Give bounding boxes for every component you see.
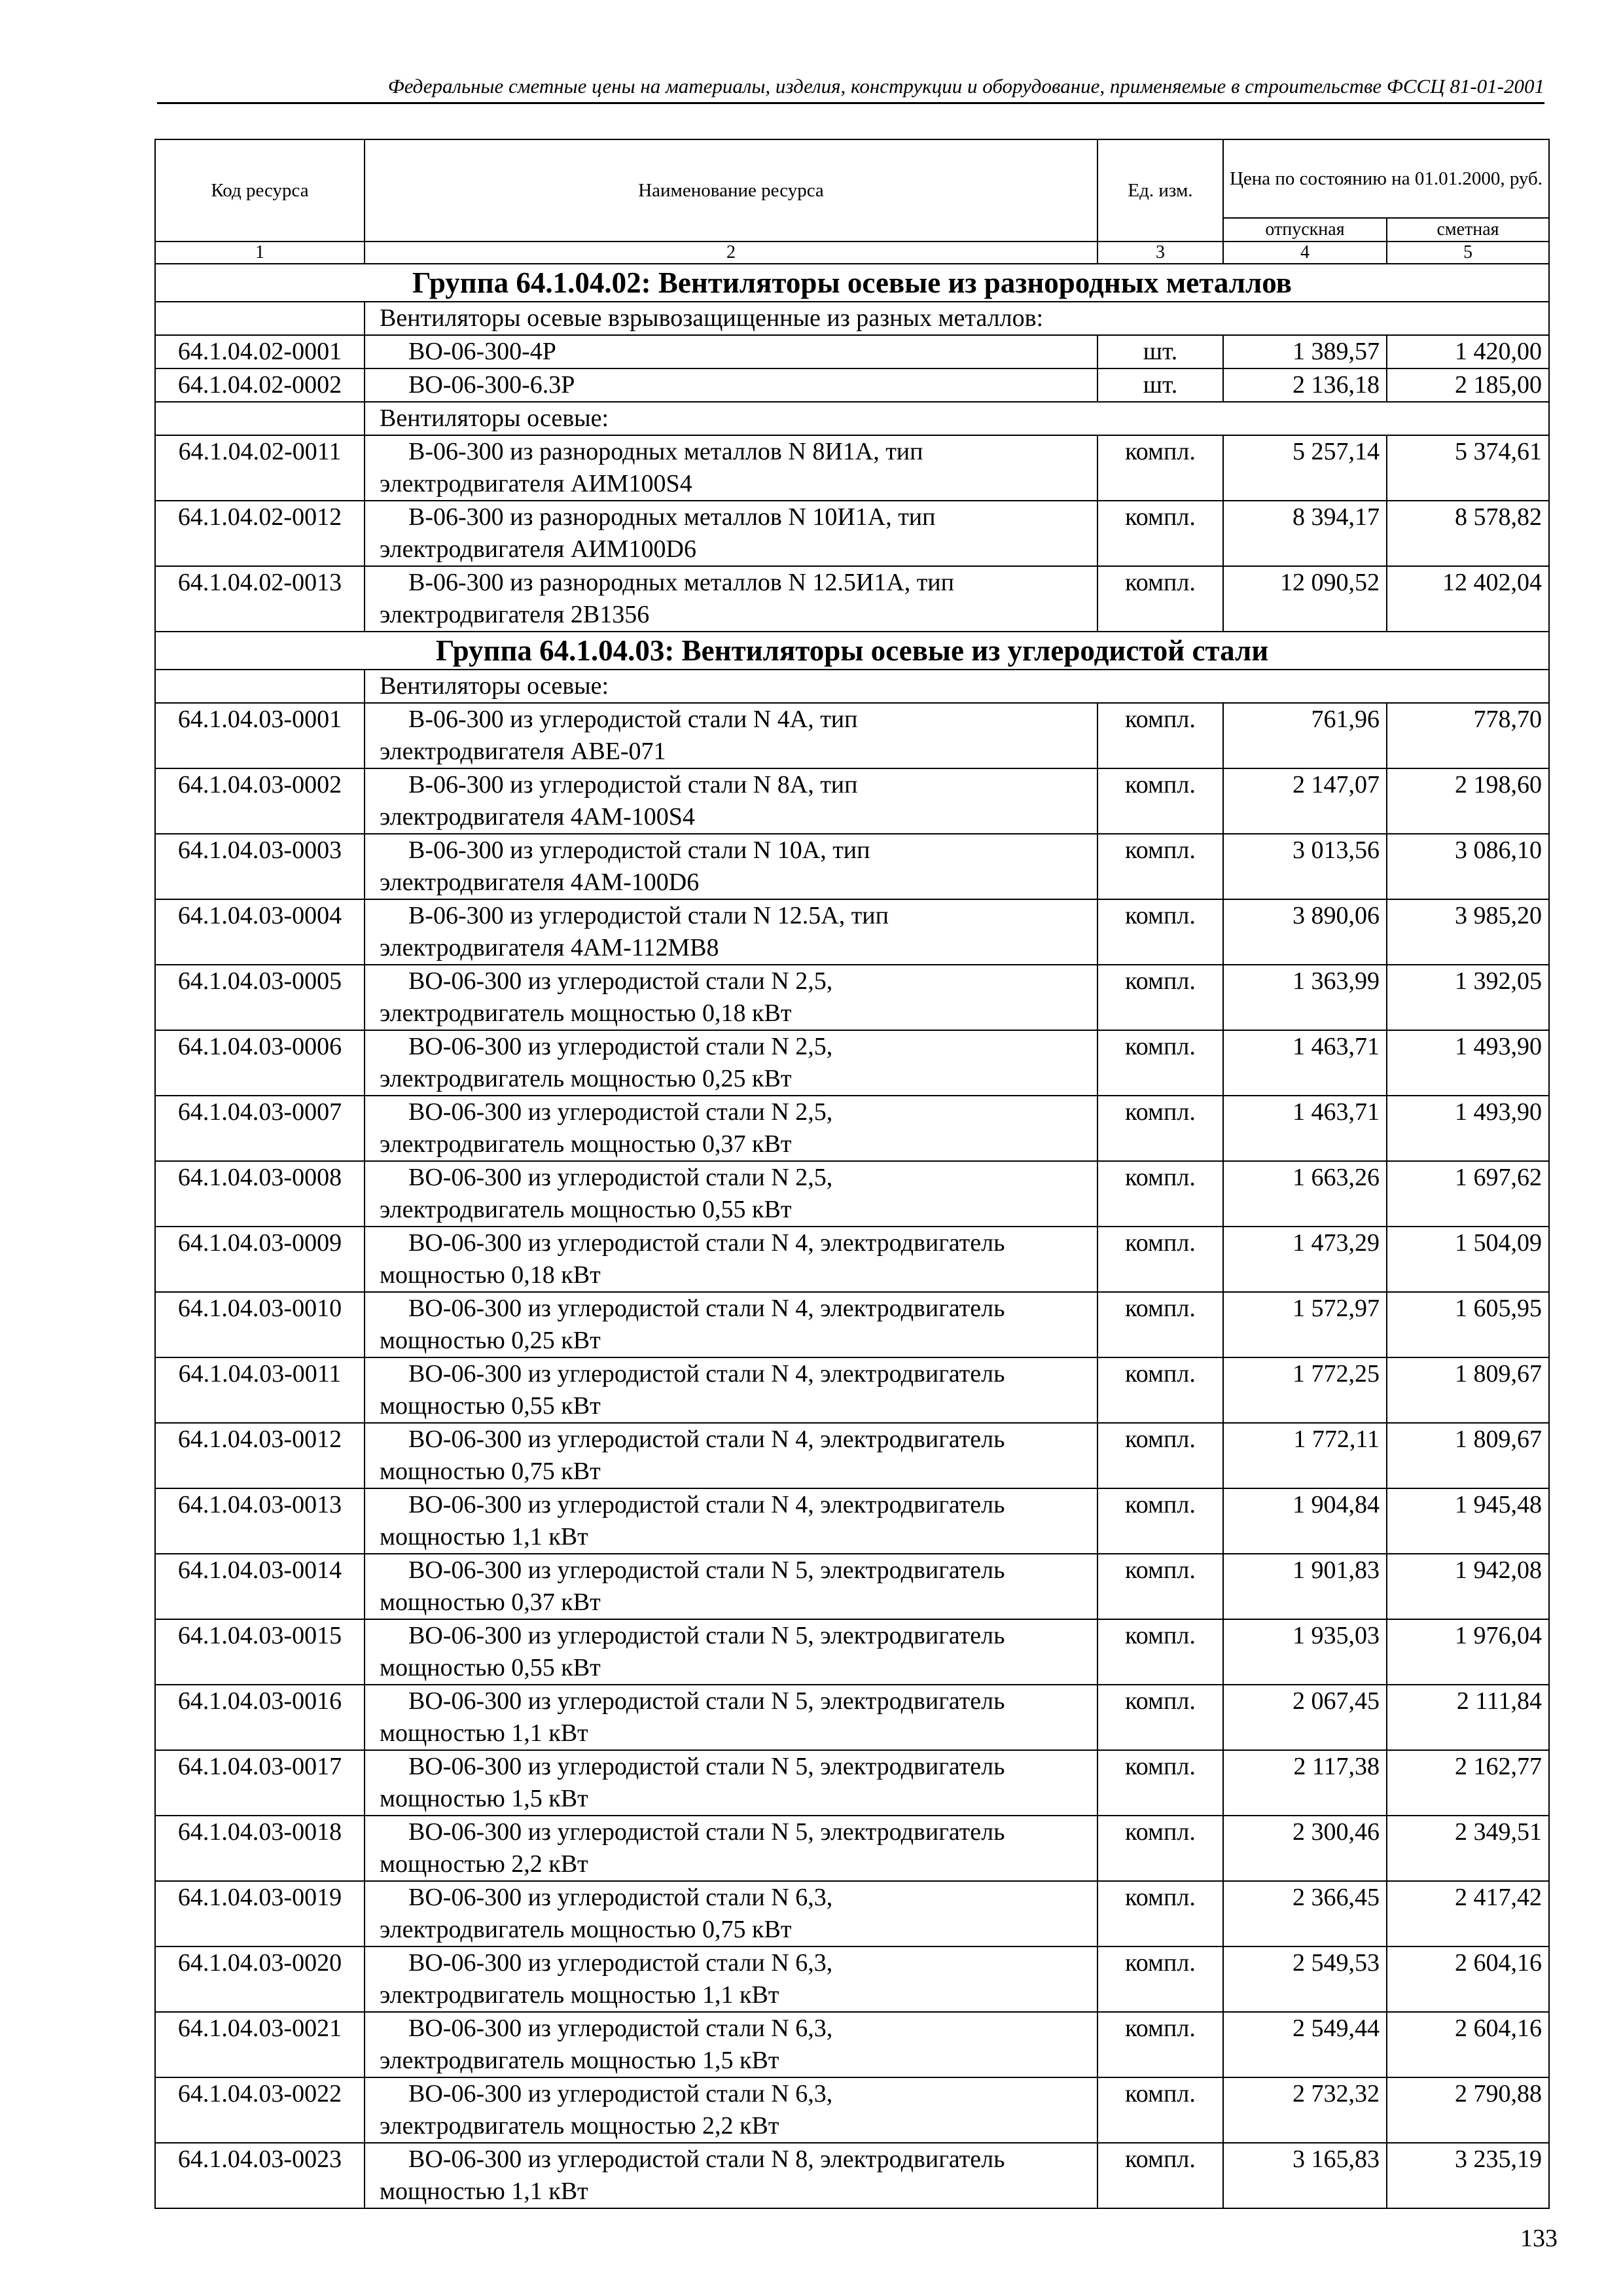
resource-name xyxy=(365,1357,1097,1423)
resource-name-line2: мощностью 0,37 кВт xyxy=(380,1588,601,1616)
resource-code: 64.1.04.03-0019 xyxy=(155,1881,365,1946)
resource-name-line2: мощностью 0,25 кВт xyxy=(380,1327,601,1354)
resource-name xyxy=(365,1423,1097,1488)
resource-name-line1: В-06-300 из разнородных металлов N 12.5И1А, тип xyxy=(408,569,954,596)
resource-name-line2: электродвигатель мощностью 0,55 кВт xyxy=(380,1196,792,1223)
table-row xyxy=(155,899,1549,965)
table-row xyxy=(155,965,1549,1030)
table-row xyxy=(155,834,1549,899)
resource-name xyxy=(365,1096,1097,1161)
resource-name-line1: ВО-06-300 из углеродистой стали N 8, электродвигатель xyxy=(408,2145,1005,2173)
resource-code: 64.1.04.02-0002 xyxy=(155,368,365,402)
unit: компл. xyxy=(1097,703,1223,768)
resource-name-line2: электродвигатель мощностью 0,18 кВт xyxy=(380,999,792,1027)
resource-code: 64.1.04.03-0007 xyxy=(155,1096,365,1161)
resource-name xyxy=(365,2143,1097,2208)
resource-code: 64.1.04.03-0008 xyxy=(155,1161,365,1227)
table-body xyxy=(155,264,1549,2208)
release-price: 1 935,03 xyxy=(1223,1619,1387,1685)
unit: компл. xyxy=(1097,1619,1223,1685)
unit: компл. xyxy=(1097,1946,1223,2012)
release-price: 5 257,14 xyxy=(1223,435,1387,501)
resource-name-line2: электродвигателя 2В1356 xyxy=(380,601,650,628)
release-price: 12 090,52 xyxy=(1223,566,1387,632)
resource-name-line1: ВО-06-300 из углеродистой стали N 4, электродвигатель xyxy=(408,1426,1005,1453)
release-price: 2 366,45 xyxy=(1223,1881,1387,1946)
release-price: 2 067,45 xyxy=(1223,1685,1387,1750)
group-row xyxy=(155,632,1549,670)
resource-name xyxy=(365,1946,1097,2012)
resource-code: 64.1.04.03-0013 xyxy=(155,1488,365,1554)
table-row xyxy=(155,566,1549,632)
estimate-price: 1 392,05 xyxy=(1387,965,1549,1030)
unit: компл. xyxy=(1097,1685,1223,1750)
unit: компл. xyxy=(1097,768,1223,834)
subgroup-title: Вентиляторы осевые взрывозащищенные из разных металлов: xyxy=(365,302,1549,335)
subgroup-row xyxy=(155,302,1549,335)
estimate-price: 1 493,90 xyxy=(1387,1030,1549,1096)
unit: компл. xyxy=(1097,1227,1223,1292)
resource-code: 64.1.04.03-0021 xyxy=(155,2012,365,2077)
resource-name xyxy=(365,1750,1097,1816)
resource-name-line2: электродвигателя 4АМ-100D6 xyxy=(380,869,700,896)
resource-name-line2: электродвигатель мощностью 1,1 кВт xyxy=(380,1981,779,2009)
release-price: 1 473,29 xyxy=(1223,1227,1387,1292)
estimate-price: 3 985,20 xyxy=(1387,899,1549,965)
col-name-header: Наименование ресурса xyxy=(365,139,1097,242)
release-price: 2 549,53 xyxy=(1223,1946,1387,2012)
resource-code: 64.1.04.03-0005 xyxy=(155,965,365,1030)
page-header: Федеральные сметные цены на материалы, изделия, конструкции и оборудование, применяемые в строительстве ФССЦ 81-01-2001 xyxy=(157,72,1544,104)
estimate-price: 1 942,08 xyxy=(1387,1554,1549,1619)
resource-name-line1: ВО-06-300 из углеродистой стали N 5, электродвигатель xyxy=(408,1687,1005,1715)
unit: компл. xyxy=(1097,1292,1223,1357)
unit: шт. xyxy=(1097,335,1223,368)
table-row xyxy=(155,1161,1549,1227)
release-price: 3 165,83 xyxy=(1223,2143,1387,2208)
resource-code: 64.1.04.02-0013 xyxy=(155,566,365,632)
table-row xyxy=(155,501,1549,566)
resource-name-line2: мощностью 0,55 кВт xyxy=(380,1654,601,1681)
estimate-price: 1 605,95 xyxy=(1387,1292,1549,1357)
table-row xyxy=(155,1357,1549,1423)
resource-code: 64.1.04.03-0011 xyxy=(155,1357,365,1423)
resource-name-line2: электродвигателя АИМ100S4 xyxy=(380,470,692,497)
resource-name-line2: электродвигателя 4АМ-100S4 xyxy=(380,803,695,831)
estimate-price: 12 402,04 xyxy=(1387,566,1549,632)
table-row xyxy=(155,768,1549,834)
unit: компл. xyxy=(1097,1357,1223,1423)
table-row xyxy=(155,1881,1549,1946)
estimate-price: 2 604,16 xyxy=(1387,2012,1549,2077)
resource-name xyxy=(365,1030,1097,1096)
resource-name-line2: мощностью 1,1 кВт xyxy=(380,2178,588,2205)
resource-name-line1: ВО-06-300 из углеродистой стали N 5, электродвигатель xyxy=(408,1622,1005,1649)
resource-name-line1: В-06-300 из углеродистой стали N 4А, тип xyxy=(408,706,858,733)
release-price: 2 117,38 xyxy=(1223,1750,1387,1816)
resource-name-line1: ВО-06-300 из углеродистой стали N 4, электродвигатель xyxy=(408,1295,1005,1322)
table-row xyxy=(155,368,1549,402)
estimate-price: 1 809,67 xyxy=(1387,1357,1549,1423)
resource-name-line1: ВО-06-300 из углеродистой стали N 2,5, xyxy=(408,967,833,995)
resource-name xyxy=(365,501,1097,566)
estimate-price: 2 790,88 xyxy=(1387,2077,1549,2143)
table-row xyxy=(155,1619,1549,1685)
resource-name xyxy=(365,566,1097,632)
resource-name xyxy=(365,1619,1097,1685)
resource-code: 64.1.04.03-0002 xyxy=(155,768,365,834)
resource-name xyxy=(365,768,1097,834)
release-price: 761,96 xyxy=(1223,703,1387,768)
table-row xyxy=(155,1030,1549,1096)
resource-name-line1: В-06-300 из углеродистой стали N 8А, тип xyxy=(408,771,858,798)
unit: компл. xyxy=(1097,834,1223,899)
subgroup-row xyxy=(155,670,1549,703)
resource-name xyxy=(365,1881,1097,1946)
resource-code: 64.1.04.02-0012 xyxy=(155,501,365,566)
estimate-price: 2 111,84 xyxy=(1387,1685,1549,1750)
unit: компл. xyxy=(1097,1881,1223,1946)
table-row xyxy=(155,335,1549,368)
col-price-header: Цена по состоянию на 01.01.2000, руб. xyxy=(1223,139,1549,218)
resource-name-line1: ВО-06-300 из углеродистой стали N 2,5, xyxy=(408,1098,833,1126)
col-number: 4 xyxy=(1223,242,1387,264)
estimate-price: 2 604,16 xyxy=(1387,1946,1549,2012)
resource-code: 64.1.04.03-0003 xyxy=(155,834,365,899)
release-price: 1 901,83 xyxy=(1223,1554,1387,1619)
release-price: 1 572,97 xyxy=(1223,1292,1387,1357)
unit: шт. xyxy=(1097,368,1223,402)
resource-code: 64.1.04.02-0001 xyxy=(155,335,365,368)
page-number: 133 xyxy=(1520,2225,1558,2252)
resource-code: 64.1.04.02-0011 xyxy=(155,435,365,501)
unit: компл. xyxy=(1097,501,1223,566)
resource-code: 64.1.04.03-0009 xyxy=(155,1227,365,1292)
unit: компл. xyxy=(1097,435,1223,501)
resource-name-line1: ВО-06-300-6.3Р xyxy=(408,371,575,399)
table-row xyxy=(155,1816,1549,1881)
resource-name-line2: мощностью 2,2 кВт xyxy=(380,1850,588,1878)
resource-name-line1: В-06-300 из разнородных металлов N 10И1А, тип xyxy=(408,503,936,531)
release-price: 8 394,17 xyxy=(1223,501,1387,566)
resource-name-line2: мощностью 0,55 кВт xyxy=(380,1392,601,1420)
resource-name-line1: В-06-300 из углеродистой стали N 12.5А, тип xyxy=(408,902,889,929)
release-price: 2 732,32 xyxy=(1223,2077,1387,2143)
unit: компл. xyxy=(1097,1488,1223,1554)
unit: компл. xyxy=(1097,899,1223,965)
resource-name-line1: ВО-06-300 из углеродистой стали N 4, электродвигатель xyxy=(408,1229,1005,1257)
resource-name-line1: ВО-06-300 из углеродистой стали N 6,3, xyxy=(408,2080,833,2108)
estimate-price: 2 162,77 xyxy=(1387,1750,1549,1816)
col-release-header: отпускная xyxy=(1223,218,1387,242)
col-number: 2 xyxy=(365,242,1097,264)
resource-name xyxy=(365,1227,1097,1292)
resource-name xyxy=(365,965,1097,1030)
table-row xyxy=(155,1685,1549,1750)
table-row xyxy=(155,2143,1549,2208)
table-row xyxy=(155,1423,1549,1488)
resource-name-line1: ВО-06-300 из углеродистой стали N 5, электродвигатель xyxy=(408,1556,1005,1584)
resource-name-line2: электродвигателя АВЕ-071 xyxy=(380,738,666,765)
table-row xyxy=(155,1227,1549,1292)
col-number: 5 xyxy=(1387,242,1549,264)
table-row xyxy=(155,1946,1549,2012)
resource-name-line1: ВО-06-300 из углеродистой стали N 6,3, xyxy=(408,2015,833,2042)
table-row xyxy=(155,1292,1549,1357)
resource-name xyxy=(365,368,1097,402)
estimate-price: 1 420,00 xyxy=(1387,335,1549,368)
subgroup-code-cell xyxy=(155,302,365,335)
resource-code: 64.1.04.03-0015 xyxy=(155,1619,365,1685)
unit: компл. xyxy=(1097,2143,1223,2208)
resource-code: 64.1.04.03-0018 xyxy=(155,1816,365,1881)
table-row xyxy=(155,1554,1549,1619)
estimate-price: 778,70 xyxy=(1387,703,1549,768)
col-estimate-header: сметная xyxy=(1387,218,1549,242)
resource-code: 64.1.04.03-0004 xyxy=(155,899,365,965)
release-price: 2 136,18 xyxy=(1223,368,1387,402)
table-row xyxy=(155,1488,1549,1554)
resource-code: 64.1.04.03-0014 xyxy=(155,1554,365,1619)
release-price: 1 772,11 xyxy=(1223,1423,1387,1488)
release-price: 1 363,99 xyxy=(1223,965,1387,1030)
table-row xyxy=(155,1096,1549,1161)
unit: компл. xyxy=(1097,566,1223,632)
resource-name-line2: электродвигатель мощностью 1,5 кВт xyxy=(380,2047,779,2074)
column-number-row xyxy=(155,242,1549,264)
header-row xyxy=(155,139,1549,218)
table-row xyxy=(155,703,1549,768)
resource-name xyxy=(365,834,1097,899)
table-row xyxy=(155,435,1549,501)
resource-name-line2: мощностью 0,18 кВт xyxy=(380,1261,601,1289)
resource-code: 64.1.04.03-0017 xyxy=(155,1750,365,1816)
resource-name-line2: электродвигателя 4АМ-112МВ8 xyxy=(380,934,719,961)
resource-code: 64.1.04.03-0012 xyxy=(155,1423,365,1488)
group-row xyxy=(155,264,1549,302)
resource-name xyxy=(365,703,1097,768)
release-price: 1 463,71 xyxy=(1223,1096,1387,1161)
resource-name-line1: ВО-06-300 из углеродистой стали N 6,3, xyxy=(408,1949,833,1977)
estimate-price: 1 504,09 xyxy=(1387,1227,1549,1292)
resource-name-line2: электродвигатель мощностью 2,2 кВт xyxy=(380,2112,779,2140)
release-price: 1 663,26 xyxy=(1223,1161,1387,1227)
estimate-price: 2 185,00 xyxy=(1387,368,1549,402)
resource-code: 64.1.04.03-0022 xyxy=(155,2077,365,2143)
estimate-price: 2 349,51 xyxy=(1387,1816,1549,1881)
estimate-price: 1 493,90 xyxy=(1387,1096,1549,1161)
resource-name-line1: В-06-300 из разнородных металлов N 8И1А, тип xyxy=(408,438,923,465)
estimate-price: 3 235,19 xyxy=(1387,2143,1549,2208)
subgroup-title: Вентиляторы осевые: xyxy=(365,670,1549,703)
subgroup-code-cell xyxy=(155,402,365,435)
resource-name xyxy=(365,899,1097,965)
resource-name xyxy=(365,1161,1097,1227)
unit: компл. xyxy=(1097,1030,1223,1096)
estimate-price: 3 086,10 xyxy=(1387,834,1549,899)
resource-name-line2: мощностью 0,75 кВт xyxy=(380,1458,601,1485)
resource-name xyxy=(365,1292,1097,1357)
resource-name-line1: ВО-06-300-4Р xyxy=(408,338,556,365)
release-price: 2 300,46 xyxy=(1223,1816,1387,1881)
unit: компл. xyxy=(1097,1161,1223,1227)
release-price: 1 463,71 xyxy=(1223,1030,1387,1096)
table-head xyxy=(155,139,1549,264)
resource-name xyxy=(365,435,1097,501)
resource-code: 64.1.04.03-0010 xyxy=(155,1292,365,1357)
resource-name xyxy=(365,1685,1097,1750)
col-number: 3 xyxy=(1097,242,1223,264)
table-row xyxy=(155,2077,1549,2143)
resource-name-line1: ВО-06-300 из углеродистой стали N 4, электродвигатель xyxy=(408,1360,1005,1388)
resource-name-line2: мощностью 1,1 кВт xyxy=(380,1523,588,1551)
unit: компл. xyxy=(1097,2077,1223,2143)
unit: компл. xyxy=(1097,965,1223,1030)
col-code-header: Код ресурса xyxy=(155,139,365,242)
col-unit-header: Ед. изм. xyxy=(1097,139,1223,242)
estimate-price: 2 417,42 xyxy=(1387,1881,1549,1946)
resource-name-line1: ВО-06-300 из углеродистой стали N 6,3, xyxy=(408,1884,833,1911)
estimate-price: 1 945,48 xyxy=(1387,1488,1549,1554)
resource-name-line1: ВО-06-300 из углеродистой стали N 4, электродвигатель xyxy=(408,1491,1005,1518)
resource-name-line2: электродвигатель мощностью 0,37 кВт xyxy=(380,1130,792,1158)
group-title: Группа 64.1.04.03: Вентиляторы осевые из углеродистой стали xyxy=(155,632,1549,670)
group-title: Группа 64.1.04.02: Вентиляторы осевые из разнородных металлов xyxy=(155,264,1549,302)
resource-name xyxy=(365,335,1097,368)
release-price: 3 890,06 xyxy=(1223,899,1387,965)
unit: компл. xyxy=(1097,1750,1223,1816)
resource-name xyxy=(365,1488,1097,1554)
subgroup-row xyxy=(155,402,1549,435)
unit: компл. xyxy=(1097,2012,1223,2077)
resource-code: 64.1.04.03-0016 xyxy=(155,1685,365,1750)
resource-code: 64.1.04.03-0001 xyxy=(155,703,365,768)
resource-code: 64.1.04.03-0006 xyxy=(155,1030,365,1096)
unit: компл. xyxy=(1097,1554,1223,1619)
resource-name-line2: мощностью 1,5 кВт xyxy=(380,1785,588,1812)
resource-name-line2: электродвигателя АИМ100D6 xyxy=(380,535,696,563)
estimate-price: 5 374,61 xyxy=(1387,435,1549,501)
resource-code: 64.1.04.03-0023 xyxy=(155,2143,365,2208)
table-row xyxy=(155,2012,1549,2077)
resource-code: 64.1.04.03-0020 xyxy=(155,1946,365,2012)
resource-name-line1: ВО-06-300 из углеродистой стали N 2,5, xyxy=(408,1164,833,1191)
resource-name xyxy=(365,1554,1097,1619)
resource-name-line1: ВО-06-300 из углеродистой стали N 5, электродвигатель xyxy=(408,1753,1005,1780)
resource-name xyxy=(365,1816,1097,1881)
resource-name-line1: ВО-06-300 из углеродистой стали N 5, электродвигатель xyxy=(408,1818,1005,1846)
subgroup-title: Вентиляторы осевые: xyxy=(365,402,1549,435)
resource-name-line1: В-06-300 из углеродистой стали N 10А, тип xyxy=(408,836,870,864)
resource-name xyxy=(365,2077,1097,2143)
release-price: 1 772,25 xyxy=(1223,1357,1387,1423)
release-price: 1 389,57 xyxy=(1223,335,1387,368)
release-price: 2 147,07 xyxy=(1223,768,1387,834)
unit: компл. xyxy=(1097,1816,1223,1881)
resource-name-line2: электродвигатель мощностью 0,75 кВт xyxy=(380,1916,792,1943)
col-number: 1 xyxy=(155,242,365,264)
estimate-price: 2 198,60 xyxy=(1387,768,1549,834)
price-table xyxy=(154,139,1550,2209)
release-price: 1 904,84 xyxy=(1223,1488,1387,1554)
resource-name-line1: ВО-06-300 из углеродистой стали N 2,5, xyxy=(408,1033,833,1060)
release-price: 3 013,56 xyxy=(1223,834,1387,899)
resource-name-line2: электродвигатель мощностью 0,25 кВт xyxy=(380,1065,792,1092)
estimate-price: 1 809,67 xyxy=(1387,1423,1549,1488)
table-row xyxy=(155,1750,1549,1816)
estimate-price: 1 976,04 xyxy=(1387,1619,1549,1685)
subgroup-code-cell xyxy=(155,670,365,703)
estimate-price: 1 697,62 xyxy=(1387,1161,1549,1227)
resource-name xyxy=(365,2012,1097,2077)
unit: компл. xyxy=(1097,1423,1223,1488)
resource-name-line2: мощностью 1,1 кВт xyxy=(380,1719,588,1747)
estimate-price: 8 578,82 xyxy=(1387,501,1549,566)
unit: компл. xyxy=(1097,1096,1223,1161)
release-price: 2 549,44 xyxy=(1223,2012,1387,2077)
